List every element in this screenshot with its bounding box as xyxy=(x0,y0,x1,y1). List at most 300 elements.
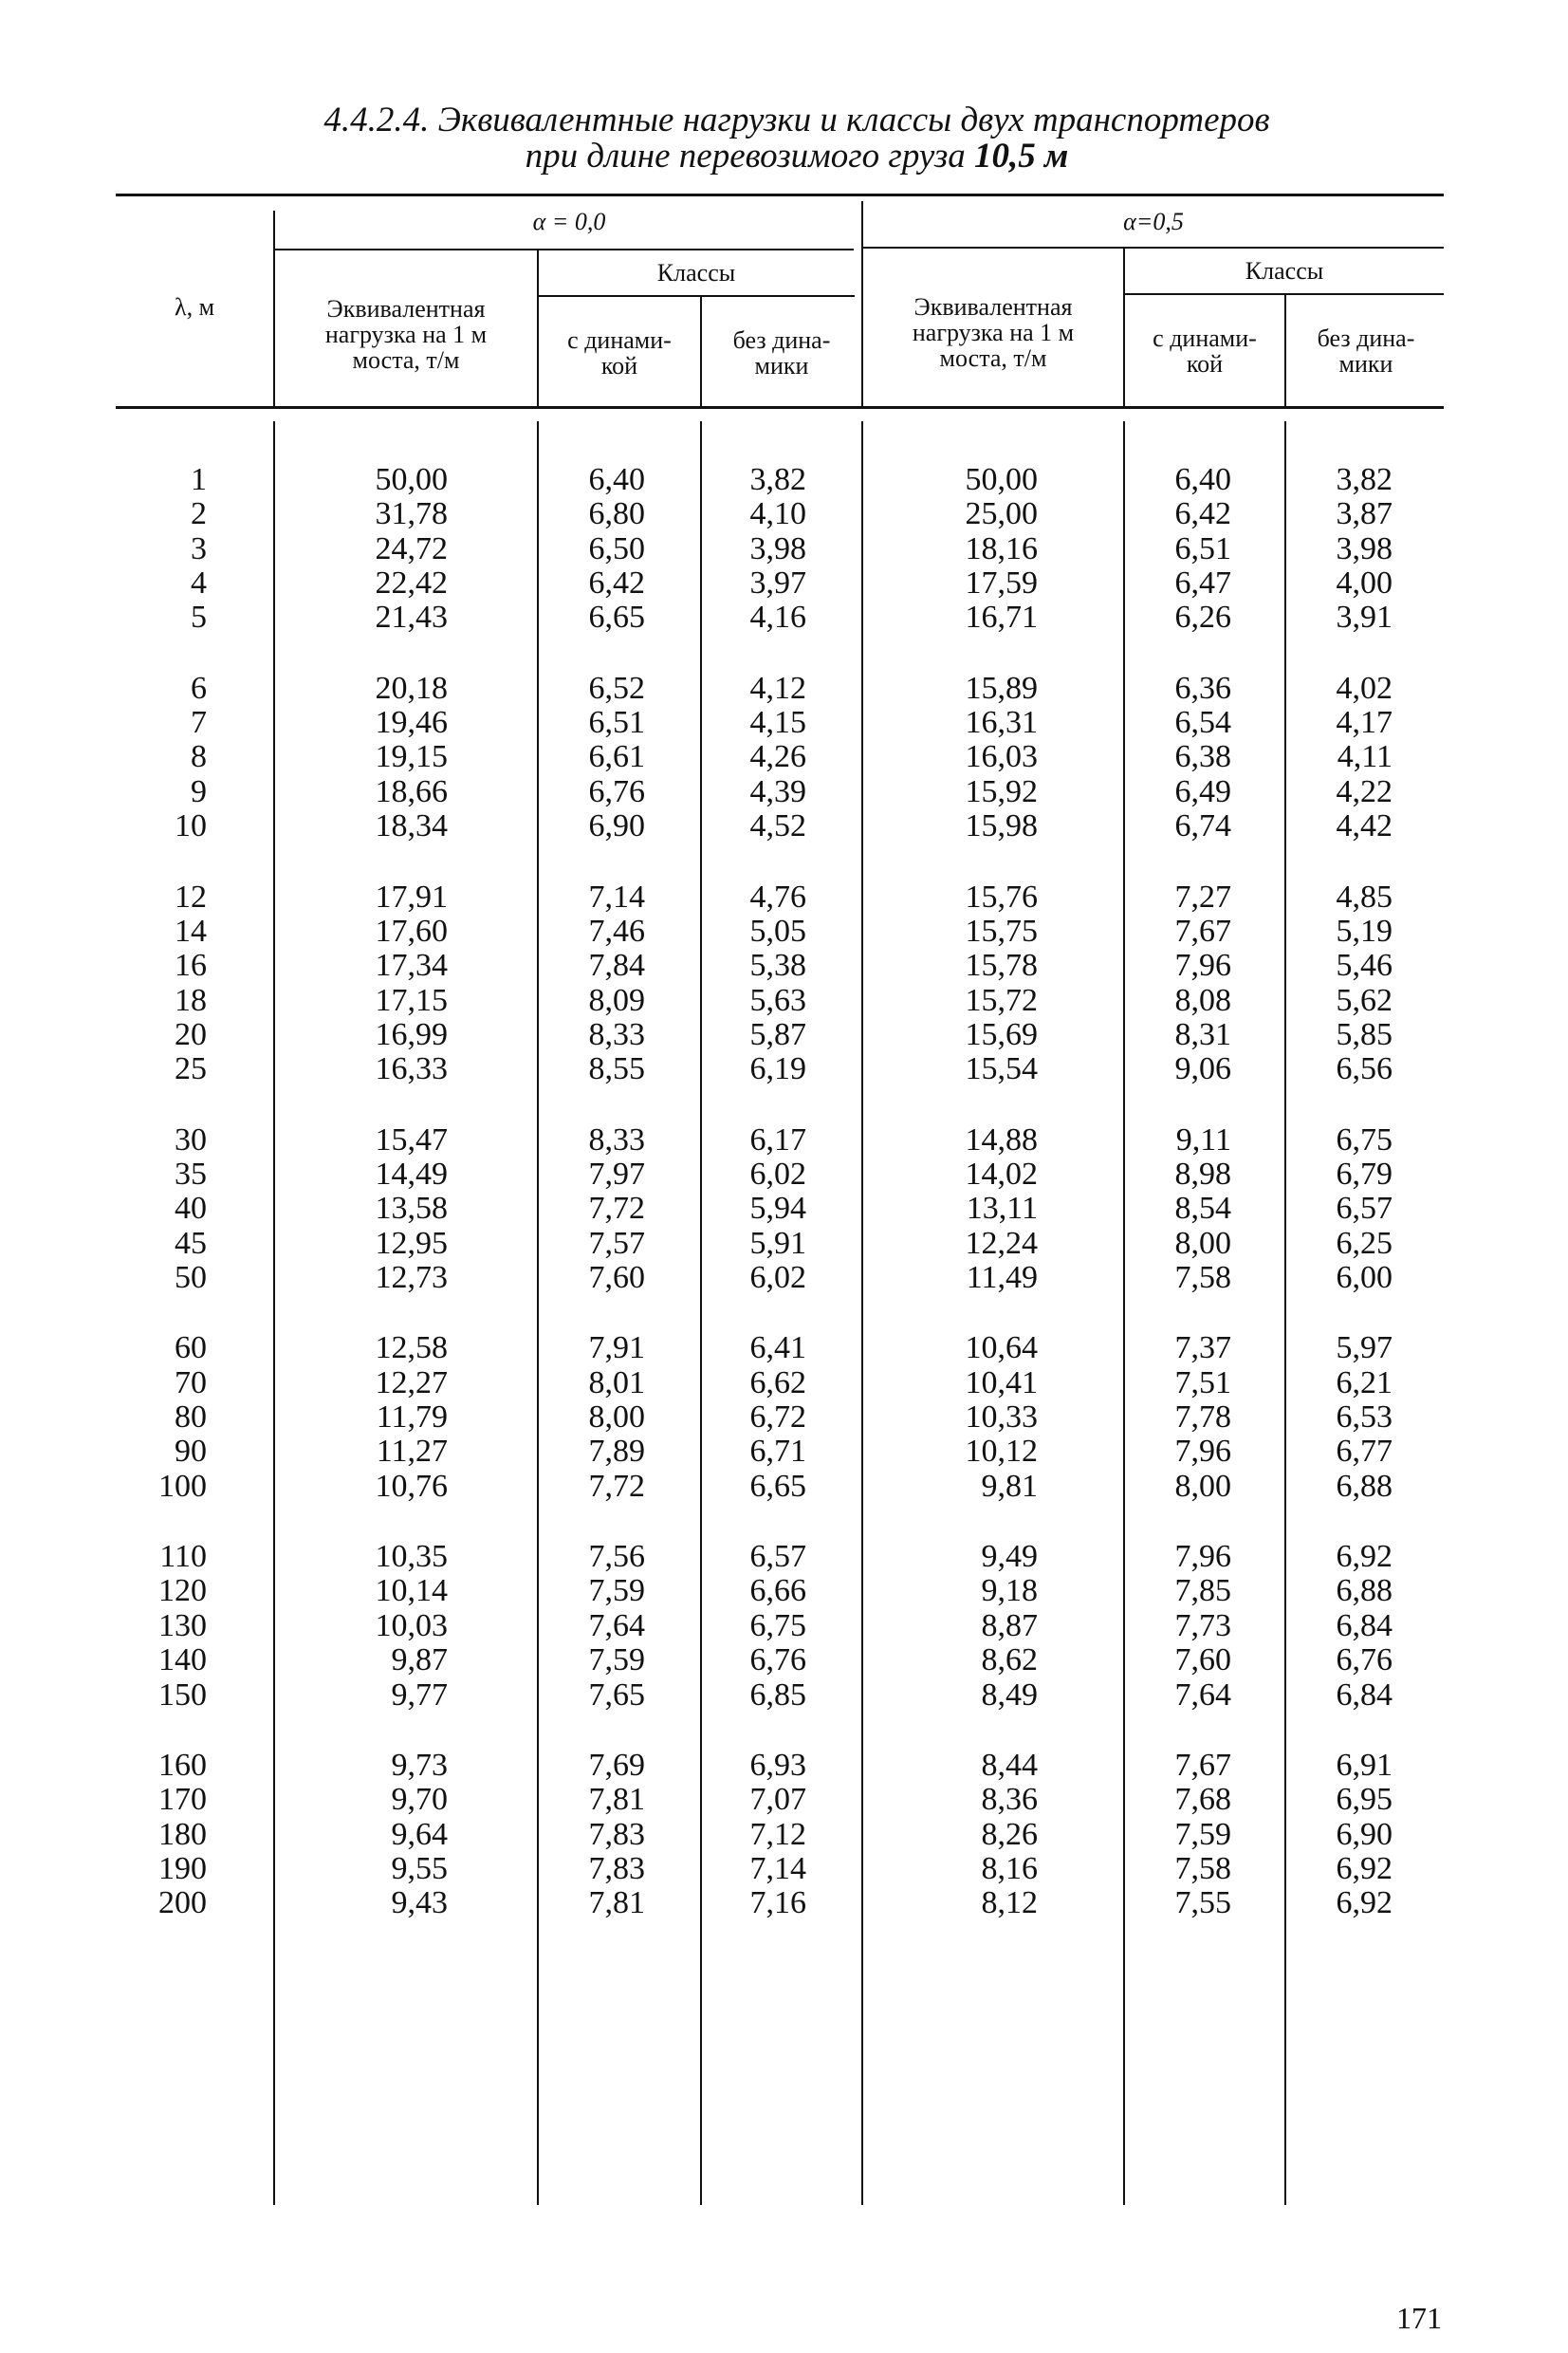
span-cell: 90 xyxy=(175,1434,207,1470)
span-cell: 180 xyxy=(158,1816,207,1852)
class-dyn-a0-cell: 8,33 xyxy=(588,1016,645,1052)
eq-load-a0-cell: 21,43 xyxy=(375,600,448,636)
span-cell: 160 xyxy=(158,1747,207,1783)
table-row xyxy=(0,1192,1568,1226)
span-cell: 35 xyxy=(175,1156,207,1192)
eq-load-a0-cell: 9,43 xyxy=(391,1885,448,1921)
span-cell: 110 xyxy=(159,1539,207,1575)
class-dyn-a0-cell: 7,81 xyxy=(588,1782,645,1818)
class-nodyn-a05-cell: 5,97 xyxy=(1336,1330,1393,1366)
eq-load-a0-cell: 9,87 xyxy=(391,1642,448,1678)
table-row xyxy=(0,915,1568,949)
eq-load-a05-cell: 50,00 xyxy=(965,462,1038,497)
table-row xyxy=(0,1783,1568,1817)
class-nodyn-a0-cell: 4,12 xyxy=(749,670,806,706)
eq-load-a0-cell: 9,55 xyxy=(391,1850,448,1886)
class-dyn-a05-cell: 8,08 xyxy=(1174,982,1231,1018)
table-row xyxy=(0,463,1568,497)
eq-load-a05-cell: 9,49 xyxy=(981,1539,1038,1575)
eq-load-a05-cell: 8,26 xyxy=(981,1816,1038,1852)
span-cell: 6 xyxy=(191,670,207,706)
class-nodyn-a05-cell: 6,84 xyxy=(1336,1677,1393,1713)
eq-load-a0-cell: 10,03 xyxy=(375,1607,448,1643)
span-cell: 16 xyxy=(175,948,207,984)
class-dyn-a0-cell: 7,60 xyxy=(588,1260,645,1295)
eq-load-a0-cell: 9,70 xyxy=(391,1782,448,1818)
header-without-dyn-1 xyxy=(704,327,859,379)
class-nodyn-a05-cell: 6,75 xyxy=(1336,1121,1393,1158)
eq-load-line-3: моста, т/м xyxy=(352,346,460,374)
without-dyn-line-1: без дина- xyxy=(732,326,831,354)
class-dyn-a0-cell: 7,81 xyxy=(588,1885,645,1921)
table-row xyxy=(0,1227,1568,1261)
class-nodyn-a05-cell: 6,88 xyxy=(1336,1468,1393,1504)
class-dyn-a0-cell: 7,83 xyxy=(588,1816,645,1852)
class-nodyn-a05-cell: 6,92 xyxy=(1336,1539,1393,1575)
table-row xyxy=(0,1435,1568,1469)
class-nodyn-a05-cell: 6,92 xyxy=(1336,1885,1393,1921)
span-cell: 4 xyxy=(191,565,207,602)
class-dyn-a0-cell: 7,72 xyxy=(588,1191,645,1227)
class-nodyn-a05-cell: 4,11 xyxy=(1337,739,1393,775)
without-dyn-line-1: без дина- xyxy=(1317,324,1415,352)
class-nodyn-a0-cell: 6,93 xyxy=(749,1747,806,1783)
eq-load-a05-cell: 8,36 xyxy=(981,1782,1038,1818)
table-row xyxy=(0,1400,1568,1435)
class-nodyn-a0-cell: 4,52 xyxy=(749,808,806,844)
eq-load-a05-cell: 11,49 xyxy=(966,1260,1038,1295)
class-dyn-a05-cell: 8,00 xyxy=(1174,1225,1231,1261)
class-nodyn-a0-cell: 6,85 xyxy=(749,1677,806,1713)
header-eq-load-1 xyxy=(277,296,535,373)
span-cell: 40 xyxy=(175,1191,207,1227)
class-dyn-a05-cell: 6,47 xyxy=(1174,565,1231,602)
class-dyn-a05-cell: 7,96 xyxy=(1174,1434,1231,1470)
eq-load-a05-cell: 15,69 xyxy=(965,1016,1038,1052)
class-dyn-a05-cell: 7,67 xyxy=(1174,913,1231,949)
class-nodyn-a05-cell: 5,85 xyxy=(1336,1016,1393,1052)
span-cell: 45 xyxy=(175,1225,207,1261)
table-row xyxy=(0,949,1568,983)
eq-load-a05-cell: 25,00 xyxy=(965,496,1038,532)
class-dyn-a0-cell: 7,97 xyxy=(588,1156,645,1192)
eq-load-a0-cell: 16,33 xyxy=(375,1051,448,1087)
with-dyn-line-1: с динами- xyxy=(1153,324,1257,352)
span-cell: 20 xyxy=(175,1016,207,1052)
class-nodyn-a0-cell: 6,71 xyxy=(749,1434,806,1470)
class-dyn-a05-cell: 6,36 xyxy=(1174,670,1231,706)
class-dyn-a05-cell: 9,11 xyxy=(1175,1121,1231,1158)
table-row xyxy=(0,1158,1568,1192)
eq-load-a0-cell: 9,77 xyxy=(391,1677,448,1713)
class-dyn-a0-cell: 7,59 xyxy=(588,1573,645,1609)
class-dyn-a05-cell: 6,42 xyxy=(1174,496,1231,532)
class-dyn-a0-cell: 7,69 xyxy=(588,1747,645,1783)
eq-load-a05-cell: 15,54 xyxy=(965,1051,1038,1087)
class-dyn-a0-cell: 6,52 xyxy=(588,670,645,706)
class-nodyn-a0-cell: 6,57 xyxy=(749,1539,806,1575)
eq-load-a05-cell: 14,02 xyxy=(965,1156,1038,1192)
class-nodyn-a05-cell: 6,00 xyxy=(1336,1260,1393,1295)
class-nodyn-a0-cell: 4,76 xyxy=(749,879,806,915)
class-dyn-a05-cell: 8,31 xyxy=(1174,1016,1231,1052)
span-cell: 100 xyxy=(158,1468,207,1504)
class-nodyn-a0-cell: 6,66 xyxy=(749,1573,806,1609)
eq-load-a05-cell: 16,71 xyxy=(965,600,1038,636)
classes-1-rule xyxy=(538,295,855,297)
class-nodyn-a05-cell: 4,22 xyxy=(1336,773,1393,809)
class-dyn-a05-cell: 7,96 xyxy=(1174,948,1231,984)
class-nodyn-a05-cell: 4,42 xyxy=(1336,808,1393,844)
class-dyn-a0-cell: 7,46 xyxy=(588,913,645,949)
class-nodyn-a0-cell: 6,02 xyxy=(749,1260,806,1295)
table-row xyxy=(0,984,1568,1018)
class-nodyn-a05-cell: 6,79 xyxy=(1336,1156,1393,1192)
span-cell: 170 xyxy=(158,1782,207,1818)
eq-load-a0-cell: 22,42 xyxy=(375,565,448,602)
class-nodyn-a0-cell: 6,75 xyxy=(749,1607,806,1643)
class-dyn-a0-cell: 6,80 xyxy=(588,496,645,532)
eq-load-a05-cell: 10,33 xyxy=(965,1399,1038,1436)
table-row xyxy=(0,706,1568,740)
class-nodyn-a0-cell: 6,72 xyxy=(749,1399,806,1436)
header-divider xyxy=(700,295,702,406)
page-number: 171 xyxy=(1396,2301,1442,2335)
class-nodyn-a0-cell: 6,62 xyxy=(749,1364,806,1400)
eq-load-a0-cell: 16,99 xyxy=(375,1016,448,1052)
eq-load-a0-cell: 11,27 xyxy=(376,1434,448,1470)
class-nodyn-a05-cell: 3,82 xyxy=(1336,462,1393,497)
class-nodyn-a0-cell: 3,82 xyxy=(749,462,806,497)
class-nodyn-a0-cell: 3,98 xyxy=(749,530,806,566)
class-nodyn-a05-cell: 3,87 xyxy=(1336,496,1393,532)
without-dyn-line-2: мики xyxy=(1338,350,1393,378)
span-cell: 80 xyxy=(175,1399,207,1436)
class-dyn-a0-cell: 8,09 xyxy=(588,982,645,1018)
eq-load-a0-cell: 12,27 xyxy=(375,1364,448,1400)
span-cell: 130 xyxy=(158,1607,207,1643)
header-alpha-05: α=0,5 xyxy=(1123,208,1184,235)
header-without-dyn-2 xyxy=(1288,325,1444,377)
class-nodyn-a0-cell: 4,26 xyxy=(749,739,806,775)
eq-load-a0-cell: 9,73 xyxy=(391,1747,448,1783)
class-dyn-a05-cell: 8,00 xyxy=(1174,1468,1231,1504)
class-nodyn-a0-cell: 3,97 xyxy=(749,565,806,602)
header-alpha-0: α = 0,0 xyxy=(532,208,606,235)
span-cell: 190 xyxy=(158,1850,207,1886)
table-row xyxy=(0,1749,1568,1783)
class-nodyn-a0-cell: 5,05 xyxy=(749,913,806,949)
class-dyn-a0-cell: 8,55 xyxy=(588,1051,645,1087)
eq-load-a05-cell: 8,16 xyxy=(981,1850,1038,1886)
table-row xyxy=(0,1540,1568,1574)
eq-load-a05-cell: 8,62 xyxy=(981,1642,1038,1678)
eq-load-a0-cell: 24,72 xyxy=(375,530,448,566)
class-dyn-a05-cell: 7,67 xyxy=(1174,1747,1231,1783)
class-dyn-a0-cell: 6,40 xyxy=(588,462,645,497)
class-nodyn-a0-cell: 6,76 xyxy=(749,1642,806,1678)
class-dyn-a05-cell: 7,59 xyxy=(1174,1816,1231,1852)
class-nodyn-a05-cell: 6,76 xyxy=(1336,1642,1393,1678)
eq-load-a05-cell: 15,76 xyxy=(965,879,1038,915)
header-eq-load-2 xyxy=(865,294,1121,371)
class-dyn-a05-cell: 7,51 xyxy=(1174,1364,1231,1400)
class-dyn-a0-cell: 8,01 xyxy=(588,1364,645,1400)
class-dyn-a0-cell: 7,65 xyxy=(588,1677,645,1713)
eq-load-a05-cell: 14,88 xyxy=(965,1121,1038,1158)
class-nodyn-a0-cell: 6,02 xyxy=(749,1156,806,1192)
eq-load-a05-cell: 8,87 xyxy=(981,1607,1038,1643)
class-dyn-a05-cell: 7,96 xyxy=(1174,1539,1231,1575)
span-cell: 12 xyxy=(175,879,207,915)
class-dyn-a05-cell: 6,74 xyxy=(1174,808,1231,844)
table-row xyxy=(0,1643,1568,1677)
eq-load-a0-cell: 13,58 xyxy=(375,1191,448,1227)
class-dyn-a0-cell: 7,64 xyxy=(588,1607,645,1643)
span-cell: 1 xyxy=(191,462,207,497)
class-nodyn-a0-cell: 5,87 xyxy=(749,1016,806,1052)
class-dyn-a05-cell: 8,98 xyxy=(1174,1156,1231,1192)
header-lambda: λ, м xyxy=(174,293,215,321)
span-cell: 30 xyxy=(175,1121,207,1158)
eq-load-a0-cell: 50,00 xyxy=(375,462,448,497)
eq-load-a05-cell: 10,41 xyxy=(965,1364,1038,1400)
table-title-line-1: 4.4.2.4. Эквивалентные нагрузки и классы двух транспортеров xyxy=(323,101,1270,139)
eq-load-a05-cell: 18,16 xyxy=(965,530,1038,566)
table-row xyxy=(0,1366,1568,1400)
header-with-dyn-1 xyxy=(541,327,698,379)
table-row xyxy=(0,1470,1568,1504)
table-row xyxy=(0,775,1568,809)
eq-load-a05-cell: 17,59 xyxy=(965,565,1038,602)
table-row xyxy=(0,1852,1568,1886)
class-nodyn-a05-cell: 3,91 xyxy=(1336,600,1393,636)
class-nodyn-a0-cell: 6,17 xyxy=(749,1121,806,1158)
eq-load-line-3: моста, т/м xyxy=(939,344,1047,372)
span-cell: 140 xyxy=(158,1642,207,1678)
group-1-rule xyxy=(275,249,854,250)
table-row xyxy=(0,1018,1568,1052)
span-cell: 150 xyxy=(158,1677,207,1713)
eq-load-a05-cell: 16,31 xyxy=(965,705,1038,741)
span-cell: 9 xyxy=(191,773,207,809)
eq-load-line-1: Эквивалентная xyxy=(913,293,1073,321)
class-nodyn-a05-cell: 6,56 xyxy=(1336,1051,1393,1087)
class-dyn-a0-cell: 7,59 xyxy=(588,1642,645,1678)
class-nodyn-a05-cell: 6,95 xyxy=(1336,1782,1393,1818)
eq-load-a05-cell: 15,89 xyxy=(965,670,1038,706)
eq-load-a05-cell: 15,92 xyxy=(965,773,1038,809)
eq-load-a05-cell: 15,75 xyxy=(965,913,1038,949)
eq-load-a0-cell: 17,91 xyxy=(375,879,448,915)
span-cell: 5 xyxy=(191,600,207,636)
class-dyn-a05-cell: 7,85 xyxy=(1174,1573,1231,1609)
span-cell: 70 xyxy=(175,1364,207,1400)
class-nodyn-a05-cell: 6,21 xyxy=(1336,1364,1393,1400)
table-row xyxy=(0,1261,1568,1295)
class-dyn-a0-cell: 7,83 xyxy=(588,1850,645,1886)
table-row xyxy=(0,1609,1568,1643)
class-nodyn-a05-cell: 6,88 xyxy=(1336,1573,1393,1609)
class-dyn-a05-cell: 8,54 xyxy=(1174,1191,1231,1227)
class-nodyn-a05-cell: 6,84 xyxy=(1336,1607,1393,1643)
eq-load-a0-cell: 14,49 xyxy=(375,1156,448,1192)
class-dyn-a05-cell: 7,37 xyxy=(1174,1330,1231,1366)
class-dyn-a0-cell: 6,76 xyxy=(588,773,645,809)
table-row xyxy=(0,1678,1568,1713)
class-nodyn-a05-cell: 6,57 xyxy=(1336,1191,1393,1227)
class-nodyn-a05-cell: 6,90 xyxy=(1336,1816,1393,1852)
span-cell: 2 xyxy=(191,496,207,532)
class-nodyn-a05-cell: 5,19 xyxy=(1336,913,1393,949)
span-cell: 14 xyxy=(175,913,207,949)
class-dyn-a0-cell: 8,33 xyxy=(588,1121,645,1158)
header-top-rule xyxy=(116,194,1444,196)
class-nodyn-a05-cell: 5,46 xyxy=(1336,948,1393,984)
without-dyn-line-2: мики xyxy=(754,352,809,380)
eq-load-a0-cell: 9,64 xyxy=(391,1816,448,1852)
class-nodyn-a0-cell: 7,12 xyxy=(749,1816,806,1852)
eq-load-a0-cell: 19,46 xyxy=(375,705,448,741)
eq-load-a0-cell: 31,78 xyxy=(375,496,448,532)
eq-load-line-2: нагрузка на 1 м xyxy=(912,319,1075,346)
class-nodyn-a05-cell: 6,91 xyxy=(1336,1747,1393,1783)
class-dyn-a0-cell: 6,51 xyxy=(588,705,645,741)
class-nodyn-a0-cell: 6,41 xyxy=(749,1330,806,1366)
table-row xyxy=(0,532,1568,566)
class-nodyn-a0-cell: 5,38 xyxy=(749,948,806,984)
class-dyn-a0-cell: 6,42 xyxy=(588,565,645,602)
class-dyn-a05-cell: 6,51 xyxy=(1174,530,1231,566)
class-dyn-a05-cell: 6,49 xyxy=(1174,773,1231,809)
eq-load-a05-cell: 8,12 xyxy=(981,1885,1038,1921)
class-nodyn-a05-cell: 3,98 xyxy=(1336,530,1393,566)
class-nodyn-a05-cell: 4,17 xyxy=(1336,705,1393,741)
eq-load-a0-cell: 12,58 xyxy=(375,1330,448,1366)
class-dyn-a05-cell: 7,58 xyxy=(1174,1850,1231,1886)
eq-load-a05-cell: 12,24 xyxy=(965,1225,1038,1261)
class-nodyn-a05-cell: 6,25 xyxy=(1336,1225,1393,1261)
eq-load-a0-cell: 17,60 xyxy=(375,913,448,949)
table-row xyxy=(0,740,1568,774)
eq-load-a05-cell: 13,11 xyxy=(966,1191,1038,1227)
class-dyn-a05-cell: 6,26 xyxy=(1174,600,1231,636)
eq-load-a0-cell: 18,66 xyxy=(375,773,448,809)
class-dyn-a0-cell: 7,57 xyxy=(588,1225,645,1261)
class-dyn-a05-cell: 7,55 xyxy=(1174,1885,1231,1921)
eq-load-a05-cell: 9,81 xyxy=(981,1468,1038,1504)
with-dyn-line-1: с динами- xyxy=(567,326,672,354)
table-row xyxy=(0,1331,1568,1365)
class-dyn-a05-cell: 7,73 xyxy=(1174,1607,1231,1643)
class-dyn-a0-cell: 7,84 xyxy=(588,948,645,984)
class-nodyn-a05-cell: 4,02 xyxy=(1336,670,1393,706)
table-row xyxy=(0,1886,1568,1920)
class-dyn-a05-cell: 7,78 xyxy=(1174,1399,1231,1436)
eq-load-a0-cell: 10,35 xyxy=(375,1539,448,1575)
class-nodyn-a05-cell: 6,92 xyxy=(1336,1850,1393,1886)
span-cell: 18 xyxy=(175,982,207,1018)
table-row xyxy=(0,1123,1568,1158)
span-cell: 200 xyxy=(158,1885,207,1921)
eq-load-line-1: Эквивалентная xyxy=(326,295,486,323)
eq-load-a0-cell: 17,34 xyxy=(375,948,448,984)
class-dyn-a05-cell: 6,40 xyxy=(1174,462,1231,497)
table-row xyxy=(0,880,1568,915)
eq-load-a0-cell: 10,76 xyxy=(375,1468,448,1504)
table-row xyxy=(0,1052,1568,1086)
table-row xyxy=(0,672,1568,706)
eq-load-a0-cell: 15,47 xyxy=(375,1121,448,1158)
class-dyn-a05-cell: 7,27 xyxy=(1174,879,1231,915)
span-cell: 8 xyxy=(191,739,207,775)
class-dyn-a0-cell: 7,91 xyxy=(588,1330,645,1366)
class-dyn-a0-cell: 6,90 xyxy=(588,808,645,844)
span-cell: 10 xyxy=(175,808,207,844)
header-classes-1: Классы xyxy=(656,259,736,287)
eq-load-a05-cell: 15,98 xyxy=(965,808,1038,844)
class-nodyn-a0-cell: 7,16 xyxy=(749,1885,806,1921)
class-dyn-a05-cell: 7,60 xyxy=(1174,1642,1231,1678)
title-line-2-prefix: при длине перевозимого груза xyxy=(525,137,974,176)
eq-load-a0-cell: 20,18 xyxy=(375,670,448,706)
eq-load-line-2: нагрузка на 1 м xyxy=(324,321,488,348)
span-cell: 60 xyxy=(175,1330,207,1366)
class-dyn-a0-cell: 6,50 xyxy=(588,530,645,566)
eq-load-a0-cell: 18,34 xyxy=(375,808,448,844)
table-row xyxy=(0,1574,1568,1608)
class-dyn-a0-cell: 7,14 xyxy=(588,879,645,915)
eq-load-a05-cell: 10,64 xyxy=(965,1330,1038,1366)
class-nodyn-a0-cell: 5,94 xyxy=(749,1191,806,1227)
table-title-line-2 xyxy=(190,139,1404,175)
span-cell: 3 xyxy=(191,530,207,566)
class-nodyn-a05-cell: 6,77 xyxy=(1336,1434,1393,1470)
class-nodyn-a0-cell: 7,14 xyxy=(749,1850,806,1886)
eq-load-a05-cell: 8,49 xyxy=(981,1677,1038,1713)
table-row xyxy=(0,566,1568,601)
span-cell: 7 xyxy=(191,705,207,741)
class-nodyn-a0-cell: 4,39 xyxy=(749,773,806,809)
eq-load-a05-cell: 15,72 xyxy=(965,982,1038,1018)
eq-load-a05-cell: 10,12 xyxy=(965,1434,1038,1470)
class-nodyn-a0-cell: 7,07 xyxy=(749,1782,806,1818)
class-dyn-a0-cell: 8,00 xyxy=(588,1399,645,1436)
class-nodyn-a0-cell: 4,10 xyxy=(749,496,806,532)
class-dyn-a05-cell: 6,38 xyxy=(1174,739,1231,775)
eq-load-a0-cell: 11,79 xyxy=(376,1399,448,1436)
class-dyn-a0-cell: 7,72 xyxy=(588,1468,645,1504)
span-cell: 25 xyxy=(175,1051,207,1087)
class-nodyn-a0-cell: 6,65 xyxy=(749,1468,806,1504)
class-dyn-a05-cell: 7,58 xyxy=(1174,1260,1231,1295)
header-bottom-rule xyxy=(116,406,1444,409)
class-dyn-a05-cell: 6,54 xyxy=(1174,705,1231,741)
class-dyn-a0-cell: 6,61 xyxy=(588,739,645,775)
class-dyn-a05-cell: 9,06 xyxy=(1174,1051,1231,1087)
eq-load-a05-cell: 9,18 xyxy=(981,1573,1038,1609)
class-nodyn-a0-cell: 6,19 xyxy=(749,1051,806,1087)
eq-load-a05-cell: 16,03 xyxy=(965,739,1038,775)
eq-load-a05-cell: 15,78 xyxy=(965,948,1038,984)
eq-load-a0-cell: 17,15 xyxy=(375,982,448,1018)
eq-load-a0-cell: 10,14 xyxy=(375,1573,448,1609)
span-cell: 50 xyxy=(175,1260,207,1295)
eq-load-a0-cell: 12,95 xyxy=(375,1225,448,1261)
class-nodyn-a0-cell: 4,16 xyxy=(749,600,806,636)
class-dyn-a05-cell: 7,68 xyxy=(1174,1782,1231,1818)
group-2-rule xyxy=(863,247,1444,249)
